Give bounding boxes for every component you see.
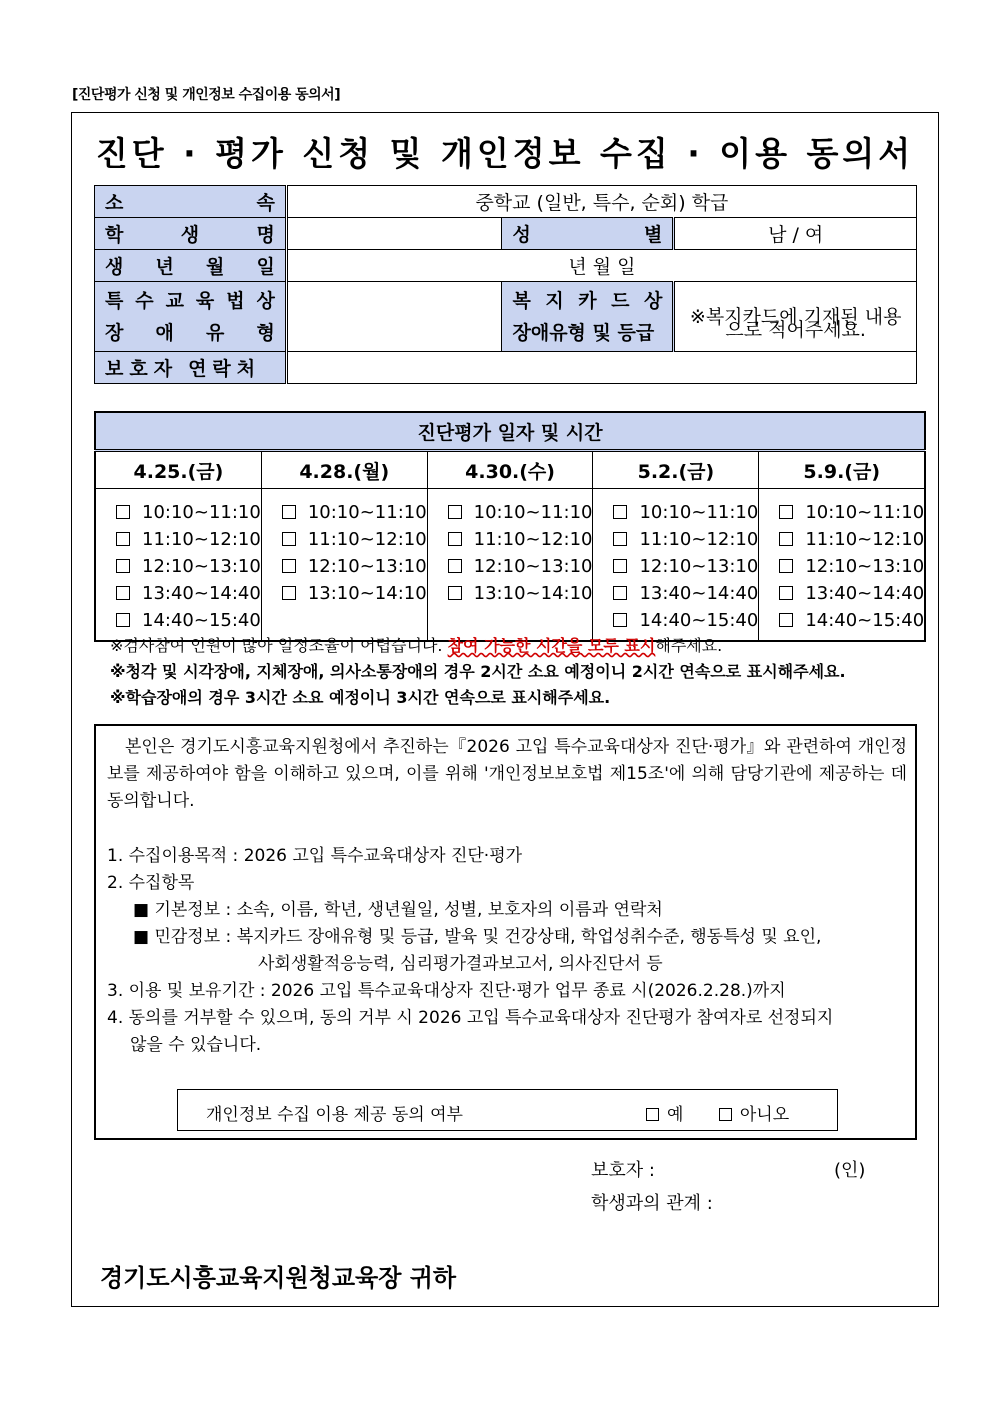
time-slot-option[interactable] xyxy=(779,607,924,634)
time-slot-option[interactable] xyxy=(448,499,593,526)
applicant-info-table xyxy=(94,185,917,384)
time-slot-option[interactable] xyxy=(779,499,924,526)
yes-label: 예 xyxy=(667,1105,684,1125)
schedule-date-5: 5.9.(금) xyxy=(759,451,925,489)
time-slot-option[interactable] xyxy=(282,580,427,607)
label-char: 명 xyxy=(256,224,275,246)
time-slot-option[interactable] xyxy=(613,499,758,526)
guardian-signature-line xyxy=(591,1154,866,1187)
time-slot-label: 11:10~12:10 xyxy=(307,529,427,550)
time-slot-option[interactable] xyxy=(116,607,261,634)
agreement-options xyxy=(646,1100,789,1125)
time-slot-checkbox[interactable] xyxy=(116,559,130,573)
time-slot-label: 13:40~14:40 xyxy=(639,583,759,604)
consent-item-3: 3. 이용 및 보유기간 : 2026 고입 특수교육대상자 진단·평가 업무 종료 시(2026.2.28.)까지 xyxy=(107,981,786,1001)
welfare-card-field[interactable] xyxy=(674,282,917,352)
label-char: 복 xyxy=(512,289,531,312)
label-char: 일 xyxy=(256,256,275,278)
agreement-question: 개인정보 수집 이용 제공 동의 여부 xyxy=(206,1105,463,1125)
disability-type-label xyxy=(95,282,287,352)
time-slot-label: 10:10~11:10 xyxy=(639,502,759,523)
label-char: 법 xyxy=(226,289,245,312)
time-slot-checkbox[interactable] xyxy=(613,559,627,573)
gender-field[interactable]: 남 / 여 xyxy=(674,218,917,250)
label-char: 형 xyxy=(256,321,275,344)
agree-yes-option[interactable] xyxy=(646,1105,683,1125)
time-slot-label: 12:10~13:10 xyxy=(473,556,593,577)
label-char: 특 xyxy=(105,289,124,312)
time-slot-option[interactable] xyxy=(282,553,427,580)
time-slot-label: 11:10~12:10 xyxy=(473,529,593,550)
time-slot-option[interactable] xyxy=(613,580,758,607)
schedule-date-2: 4.28.(월) xyxy=(261,451,427,489)
label-char: 장 xyxy=(105,321,124,344)
agree-no-option[interactable] xyxy=(719,1105,789,1125)
time-slot-option[interactable] xyxy=(779,553,924,580)
time-slot-checkbox[interactable] xyxy=(282,586,296,600)
time-slot-option[interactable] xyxy=(116,553,261,580)
note-1 xyxy=(110,633,846,659)
no-checkbox[interactable] xyxy=(719,1108,732,1121)
label-char: 속 xyxy=(256,192,275,214)
time-slot-label: 11:10~12:10 xyxy=(805,529,925,550)
time-slot-option[interactable] xyxy=(448,526,593,553)
time-slot-checkbox[interactable] xyxy=(116,613,130,627)
time-slot-label: 12:10~13:10 xyxy=(307,556,427,577)
schedule-slots-5 xyxy=(759,489,925,642)
time-slot-label: 13:10~14:10 xyxy=(473,583,593,604)
time-slot-checkbox[interactable] xyxy=(613,613,627,627)
schedule-slots-2 xyxy=(261,489,427,642)
time-slot-checkbox[interactable] xyxy=(116,586,130,600)
label-char: 학 xyxy=(105,224,124,246)
time-slot-option[interactable] xyxy=(116,580,261,607)
time-slot-checkbox[interactable] xyxy=(282,559,296,573)
schedule-header: 진단평가 일자 및 시간 xyxy=(95,412,925,451)
note-3: ※학습장애의 경우 3시간 소요 예정이니 3시간 연속으로 표시해주세요. xyxy=(110,688,611,707)
birthdate-label-text xyxy=(105,252,275,279)
time-slot-option[interactable] xyxy=(779,526,924,553)
seal-mark: (인) xyxy=(834,1160,866,1181)
note-2: ※청각 및 시각장애, 지체장애, 의사소통장애의 경우 2시간 소요 예정이니 2시간 연속으로 표시해주세요. xyxy=(110,662,846,681)
time-slot-label: 10:10~11:10 xyxy=(142,502,261,523)
time-slot-option[interactable] xyxy=(282,526,427,553)
guardian-contact-field[interactable] xyxy=(286,352,916,384)
student-name-label xyxy=(95,218,287,250)
consent-item-2a: ■ 기본정보 : 소속, 이름, 학년, 생년월일, 성별, 보호자의 이름과 연락처 xyxy=(133,900,663,920)
time-slot-checkbox[interactable] xyxy=(282,532,296,546)
signature-area xyxy=(591,1154,866,1220)
time-slot-checkbox[interactable] xyxy=(613,532,627,546)
consent-item-1: 1. 수집이용목적 : 2026 고입 특수교육대상자 진단·평가 xyxy=(107,846,523,866)
time-slot-checkbox[interactable] xyxy=(613,505,627,519)
note-1-prefix: ※검사참여 인원이 많아 일정조율이 어렵습니다. xyxy=(110,636,448,655)
label-char: 생 xyxy=(180,224,200,246)
schedule-slots-4 xyxy=(593,489,759,642)
time-slot-label: 13:40~14:40 xyxy=(142,583,261,604)
birthdate-field[interactable]: 년 월 일 xyxy=(286,250,916,282)
time-slot-option[interactable] xyxy=(613,607,758,634)
time-slot-option[interactable] xyxy=(779,580,924,607)
consent-item-4: 4. 동의를 거부할 수 있으며, 동의 거부 시 2026 고입 특수교육대상자 진단평가 참여자로 선정되지 xyxy=(107,1008,834,1028)
consent-item-2b: ■ 민감정보 : 복지카드 장애유형 및 등급, 발육 및 건강상태, 학업성취수준, 행동특성 및 요인, xyxy=(133,927,822,947)
note-1-highlight: 참여 가능한 시간을 모두 표시 xyxy=(447,636,656,655)
label-char: 상 xyxy=(643,289,663,312)
guardian-signature-label: 보호자 : xyxy=(591,1160,655,1181)
time-slot-checkbox[interactable] xyxy=(779,559,793,573)
time-slot-option[interactable] xyxy=(282,499,427,526)
time-slot-checkbox[interactable] xyxy=(779,532,793,546)
time-slot-checkbox[interactable] xyxy=(779,613,793,627)
schedule-table xyxy=(94,411,926,642)
affiliation-label xyxy=(95,186,287,218)
time-slot-label: 14:40~15:40 xyxy=(639,610,759,631)
time-slot-checkbox[interactable] xyxy=(448,505,462,519)
time-slot-label: 10:10~11:10 xyxy=(805,502,925,523)
time-slot-checkbox[interactable] xyxy=(282,505,296,519)
time-slot-checkbox[interactable] xyxy=(448,559,462,573)
relation-label: 학생과의 관계 : xyxy=(591,1193,713,1214)
time-slot-label: 14:40~15:40 xyxy=(805,610,925,631)
label-char: 소 xyxy=(105,192,124,214)
schedule-notes xyxy=(110,633,846,711)
label-char: 상 xyxy=(256,289,275,312)
birthdate-label xyxy=(95,250,287,282)
welfare-card-label xyxy=(502,282,674,352)
schedule-date-3: 4.30.(수) xyxy=(427,451,593,489)
document-label: [진단평가 신청 및 개인정보 수집이용 동의서] xyxy=(72,87,341,103)
addressee: 경기도시흥교육지원청교육장 귀하 xyxy=(100,1264,457,1292)
consent-box xyxy=(94,724,917,1140)
time-slot-label: 13:40~14:40 xyxy=(805,583,925,604)
time-slot-option[interactable] xyxy=(613,526,758,553)
label-char: 유 xyxy=(206,321,225,344)
time-slot-checkbox[interactable] xyxy=(448,586,462,600)
welfare-label-line1 xyxy=(512,285,662,317)
label-char: 드 xyxy=(611,289,630,312)
disability-type-field[interactable] xyxy=(286,282,502,352)
time-slot-label: 12:10~13:10 xyxy=(805,556,925,577)
label-char: 생 xyxy=(105,256,124,278)
student-name-field[interactable] xyxy=(286,218,502,250)
time-slot-label: 12:10~13:10 xyxy=(142,556,261,577)
label-char: 육 xyxy=(195,289,215,312)
time-slot-option[interactable] xyxy=(448,580,593,607)
time-slot-checkbox[interactable] xyxy=(116,505,130,519)
time-slot-option[interactable] xyxy=(448,553,593,580)
time-slot-label: 12:10~13:10 xyxy=(639,556,759,577)
label-word: 연락처 xyxy=(188,358,262,380)
schedule-slots-3 xyxy=(427,489,593,642)
affiliation-field[interactable]: 중학교 (일반, 특수, 순회) 학급 xyxy=(286,186,916,218)
time-slot-checkbox[interactable] xyxy=(613,586,627,600)
consent-item-4-cont: 않을 수 있습니다. xyxy=(130,1035,262,1055)
label-char: 년 xyxy=(155,256,174,278)
label-char: 카 xyxy=(578,289,597,312)
schedule-slots-1 xyxy=(95,489,261,642)
time-slot-label: 11:10~12:10 xyxy=(639,529,759,550)
consent-agreement-box xyxy=(177,1089,838,1131)
label-word: 보호자 xyxy=(105,358,179,380)
label-char: 애 xyxy=(155,321,174,344)
label-char: 지 xyxy=(545,289,564,312)
time-slot-label: 11:10~12:10 xyxy=(142,529,261,550)
guardian-contact-label xyxy=(95,352,287,384)
time-slot-label: 14:40~15:40 xyxy=(142,610,261,631)
label-char: 월 xyxy=(206,256,225,278)
time-slot-option[interactable] xyxy=(116,526,261,553)
disability-label-line1 xyxy=(105,285,275,317)
label-char: 성 xyxy=(512,224,531,246)
gender-label-text xyxy=(512,220,662,247)
label-char: 별 xyxy=(644,224,663,246)
form-title: 진단 · 평가 신청 및 개인정보 수집 · 이용 동의서 xyxy=(95,134,915,173)
label-char: 수 xyxy=(135,289,154,312)
time-slot-label: 10:10~11:10 xyxy=(473,502,593,523)
yes-checkbox[interactable] xyxy=(646,1108,659,1121)
note-1-suffix: 해주세요. xyxy=(655,636,723,655)
time-slot-label: 10:10~11:10 xyxy=(307,502,427,523)
student-name-label-text xyxy=(105,220,275,247)
time-slot-option[interactable] xyxy=(116,499,261,526)
consent-intro: 본인은 경기도시흥교육지원청에서 추진하는『2026 고입 특수교육대상자 진단·평가』와 관련하여 개인정보를 제공하여야 함을 이해하고 있으며, 이를 위해 '개인정보보호법 제15조'에 의해 담당기관에 제공하는 데 동의합니다. xyxy=(107,737,907,811)
consent-item-2b-cont: 사회생활적응능력, 심리평가결과보고서, 의사진단서 등 xyxy=(258,954,663,974)
consent-item-2: 2. 수집항목 xyxy=(107,873,195,893)
disability-label-line2 xyxy=(105,317,275,349)
no-label: 아니오 xyxy=(739,1105,790,1125)
guardian-contact-label-text xyxy=(105,354,275,381)
affiliation-label-text xyxy=(105,188,275,215)
time-slot-option[interactable] xyxy=(613,553,758,580)
time-slot-checkbox[interactable] xyxy=(116,532,130,546)
schedule-date-1: 4.25.(금) xyxy=(95,451,261,489)
schedule-date-4: 5.2.(금) xyxy=(593,451,759,489)
time-slot-label: 13:10~14:10 xyxy=(307,583,427,604)
welfare-label-line2: 장애유형 및 등급 xyxy=(512,321,655,344)
welfare-note: ※복지카드에 기재된 내용으로 적어주세요. xyxy=(689,305,902,341)
gender-label xyxy=(502,218,674,250)
label-char: 교 xyxy=(165,289,184,312)
consent-items xyxy=(107,843,907,1059)
time-slot-checkbox[interactable] xyxy=(448,532,462,546)
time-slot-checkbox[interactable] xyxy=(779,586,793,600)
time-slot-checkbox[interactable] xyxy=(779,505,793,519)
